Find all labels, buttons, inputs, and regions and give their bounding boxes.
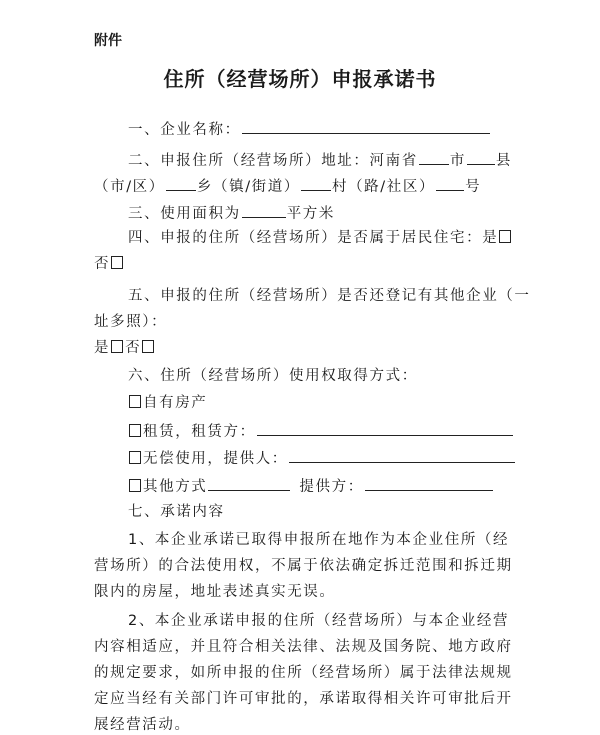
lessor-field[interactable] <box>257 420 513 436</box>
number-field[interactable] <box>436 175 464 191</box>
residential-yes-label: 是 <box>482 230 499 246</box>
multi-reg-options <box>94 338 156 358</box>
multi-reg-no-checkbox[interactable] <box>142 340 154 353</box>
commitment-1-line1: 1、本企业承诺已取得申报所在地作为本企业住所（经 <box>128 532 510 548</box>
number-suffix: 号 <box>465 179 482 195</box>
commitment-2-line3: 的规定要求，如所申报的住所（经营场所）属于法律法规规 <box>94 665 513 681</box>
area-label: 三、使用面积为 <box>128 206 241 222</box>
commitment-2-line5: 展经营活动。 <box>94 717 191 733</box>
other-method-label: 其他方式 <box>143 479 208 495</box>
other-method-checkbox[interactable] <box>129 479 141 492</box>
county-suffix: 县 <box>495 153 513 169</box>
other-method-field[interactable] <box>208 475 290 491</box>
page-title: 住所（经营场所）申报承诺书 <box>163 67 437 91</box>
multi-reg-yes-label: 是 <box>94 340 111 356</box>
residential-row-2 <box>94 254 125 274</box>
free-use-row <box>128 447 516 469</box>
county-field[interactable] <box>467 149 495 165</box>
city-field[interactable] <box>419 149 449 165</box>
area-unit: 平方米 <box>286 206 336 222</box>
commitment-1-line3: 限内的房屋，地址表述真实无误。 <box>94 584 336 600</box>
residential-no-checkbox[interactable] <box>111 256 123 269</box>
provider-field[interactable] <box>365 475 493 491</box>
provider-person-field[interactable] <box>289 447 515 463</box>
other-method-row <box>128 475 494 497</box>
multi-reg-yes-checkbox[interactable] <box>111 340 123 353</box>
area-field[interactable] <box>242 202 286 218</box>
commitment-2-line2: 内容相适应，并且符合相关法律、法规及国务院、地方政府 <box>94 639 513 655</box>
address-label: 二、申报住所（经营场所）地址： <box>128 153 370 169</box>
township-field[interactable] <box>166 175 196 191</box>
area-row <box>128 202 335 224</box>
multi-reg-question-line2: 址多照）： <box>94 314 168 330</box>
own-property-label: 自有房产 <box>143 395 208 411</box>
commitment-2-line1: 2、本企业承诺申报的住所（经营场所）与本企业经营 <box>128 613 510 629</box>
free-use-checkbox[interactable] <box>129 451 141 464</box>
own-property-checkbox[interactable] <box>129 395 141 408</box>
address-row-1 <box>128 149 512 171</box>
provider-label: 提供方： <box>299 479 364 495</box>
commitment-2-line4: 定应当经有关部门许可审批的，承诺取得相关许可审批后开 <box>94 691 513 707</box>
multi-reg-question-line1: 五、申报的住所（经营场所）是否还登记有其他企业（一 <box>128 288 531 304</box>
attachment-label: 附件 <box>94 33 122 49</box>
village-field[interactable] <box>301 175 331 191</box>
lease-row <box>128 420 514 442</box>
residential-yes-checkbox[interactable] <box>499 230 511 243</box>
township-suffix: 乡（镇/街道） <box>196 179 300 195</box>
company-name-label: 一、企业名称： <box>128 122 241 138</box>
lease-checkbox[interactable] <box>129 424 141 437</box>
lease-label: 租赁，租赁方： <box>143 424 256 440</box>
free-use-label: 无偿使用，提供人： <box>143 451 288 467</box>
village-suffix: 村（路/社区） <box>331 179 436 195</box>
city-suffix: 市 <box>449 153 466 169</box>
own-property-row <box>128 393 207 413</box>
province-text: 河南省 <box>369 153 418 169</box>
district-suffix: （市/区） <box>94 179 165 195</box>
commitment-1-line2: 营场所）的合法使用权，不属于依法确定拆迁范围和拆迁期 <box>94 558 513 574</box>
address-row-2 <box>94 175 481 197</box>
commitment-heading: 七、承诺内容 <box>128 504 225 520</box>
multi-reg-no-label: 否 <box>125 340 142 356</box>
residential-no-label: 否 <box>94 256 111 272</box>
company-name-row <box>128 118 491 140</box>
usage-right-label: 六、住所（经营场所）使用权取得方式： <box>128 368 418 384</box>
residential-question: 四、申报的住所（经营场所）是否属于居民住宅： <box>128 230 483 246</box>
residential-row <box>128 228 513 248</box>
company-name-field[interactable] <box>242 118 490 134</box>
